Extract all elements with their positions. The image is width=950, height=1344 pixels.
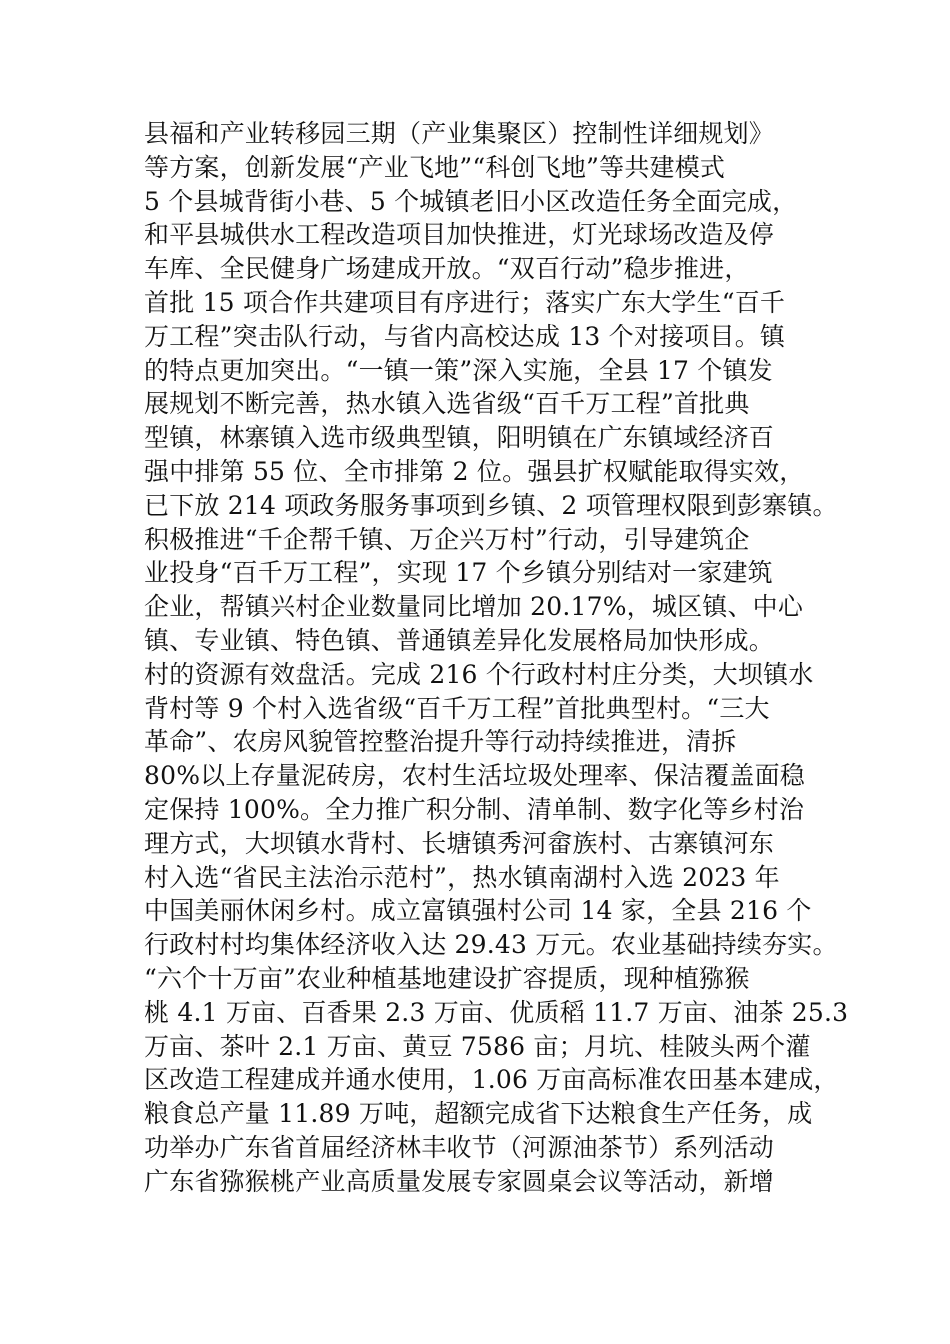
text-line: 区改造工程建成并通水使用，1.06 万亩高标准农田基本建成， bbox=[144, 1065, 839, 1095]
text-line: 积极推进“千企帮千镇、万企兴万村”行动，引导建筑企 bbox=[144, 524, 750, 554]
text-line: 型镇，林寨镇入选市级典型镇，阳明镇在广东镇域经济百 bbox=[144, 423, 775, 453]
text-line: 革命”、农房风貌管控整治提升等行动持续推进，清拆 bbox=[144, 727, 737, 757]
text-line: 桃 4.1 万亩、百香果 2.3 万亩、优质稻 11.7 万亩、油茶 25.3 bbox=[144, 997, 849, 1027]
text-line: 车库、全民健身广场建成开放。“双百行动”稳步推进， bbox=[144, 254, 750, 284]
text-line: 理方式，大坝镇水背村、长塘镇秀河畲族村、古寨镇河东 bbox=[144, 828, 775, 858]
body-text bbox=[144, 117, 849, 1199]
text-line: 广东省猕猴桃产业高质量发展专家圆桌会议等活动，新增 bbox=[144, 1166, 775, 1196]
text-line: 村入选“省民主法治示范村”，热水镇南湖村入选 2023 年 bbox=[144, 862, 780, 892]
text-line: 业投身“百千万工程”，实现 17 个乡镇分别结对一家建筑 bbox=[144, 558, 773, 588]
text-line: 等方案，创新发展“产业飞地”“科创飞地”等共建模式 bbox=[144, 152, 726, 182]
text-line: “六个十万亩”农业种植基地建设扩容提质，现种植猕猴 bbox=[144, 963, 750, 993]
text-line: 已下放 214 项政务服务事项到乡镇、2 项管理权限到彭寨镇。 bbox=[144, 490, 838, 520]
text-line: 中国美丽休闲乡村。成立富镇强村公司 14 家，全县 216 个 bbox=[144, 896, 812, 926]
text-line: 的特点更加突出。“一镇一策”深入实施，全县 17 个镇发 bbox=[144, 355, 773, 385]
text-line: 5 个县城背街小巷、5 个城镇老旧小区改造任务全面完成， bbox=[144, 186, 798, 216]
text-line: 万工程”突击队行动，与省内高校达成 13 个对接项目。镇 bbox=[144, 321, 786, 351]
text-line: 背村等 9 个村入选省级“百千万工程”首批典型村。“三大 bbox=[144, 693, 770, 723]
text-line: 展规划不断完善，热水镇入选省级“百千万工程”首批典 bbox=[144, 389, 750, 419]
text-line: 功举办广东省首届经济林丰收节（河源油茶节）系列活动 bbox=[144, 1132, 775, 1162]
text-line: 80%以上存量泥砖房，农村生活垃圾处理率、保洁覆盖面稳 bbox=[144, 761, 805, 791]
text-line: 镇、专业镇、特色镇、普通镇差异化发展格局加快形成。 bbox=[144, 625, 775, 655]
text-line: 企业，帮镇兴村企业数量同比增加 20.17%，城区镇、中心 bbox=[144, 592, 804, 622]
text-line: 万亩、茶叶 2.1 万亩、黄豆 7586 亩；月坑、桂陂头两个灌 bbox=[144, 1031, 811, 1061]
text-line: 和平县城供水工程改造项目加快推进，灯光球场改造及停 bbox=[144, 220, 775, 250]
text-line: 县福和产业转移园三期（产业集聚区）控制性详细规划》 bbox=[144, 119, 775, 148]
text-line: 行政村村均集体经济收入达 29.43 万元。农业基础持续夯实。 bbox=[144, 930, 838, 960]
text-line: 首批 15 项合作共建项目有序进行；落实广东大学生“百千 bbox=[144, 287, 786, 317]
text-line: 村的资源有效盘活。完成 216 个行政村村庄分类，大坝镇水 bbox=[144, 659, 814, 689]
text-line: 定保持 100%。全力推广积分制、清单制、数字化等乡村治 bbox=[144, 794, 805, 824]
text-line: 粮食总产量 11.89 万吨，超额完成省下达粮食生产任务，成 bbox=[144, 1099, 813, 1129]
text-line: 强中排第 55 位、全市排第 2 位。强县扩权赋能取得实效， bbox=[144, 456, 805, 486]
